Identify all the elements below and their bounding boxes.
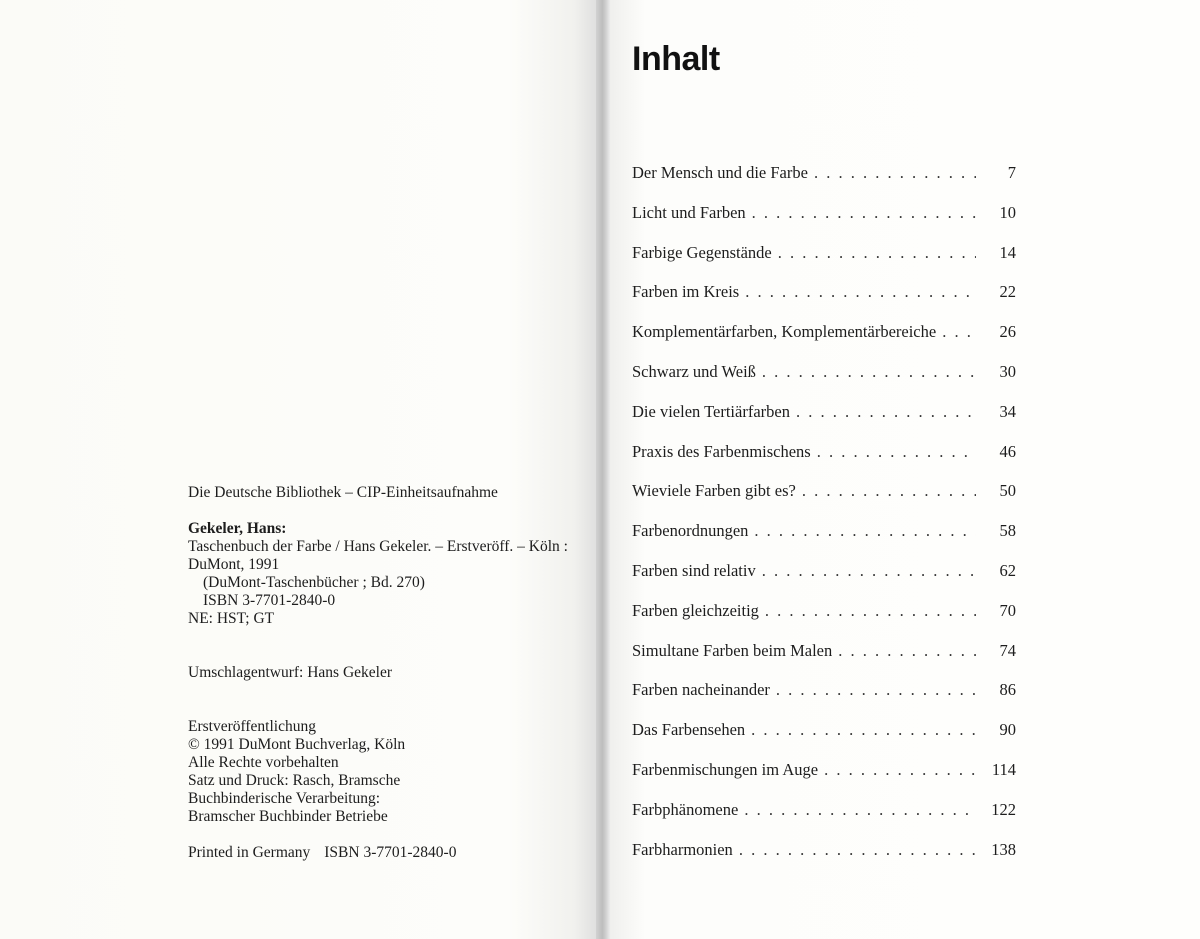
toc-entry-page: 62	[999, 560, 1016, 580]
toc-entry-page: 90	[999, 720, 1016, 740]
toc-entry-label: Wieviele Farben gibt es?	[632, 481, 796, 501]
toc-entry	[632, 840, 1016, 880]
toc-entry-label: Farben im Kreis	[632, 282, 740, 302]
dot-leader	[752, 203, 976, 223]
toc-entry-page: 26	[999, 322, 1016, 342]
toc-entry-label: Farben nacheinander	[632, 680, 770, 700]
toc-entry-label: Farben gleichzeitig	[632, 600, 759, 620]
toc-entry-label: Der Mensch und die Farbe	[632, 163, 808, 182]
toc-entry	[632, 720, 1016, 760]
rights-line: Satz und Druck: Rasch, Bramsche	[188, 772, 401, 789]
toc-entry	[632, 561, 1016, 601]
toc-entry-page: 46	[999, 441, 1016, 461]
author-line: Gekeler, Hans:	[188, 520, 287, 537]
dot-leader	[762, 362, 976, 382]
toc-entry-label: Praxis des Farbenmischens	[632, 441, 811, 461]
toc-entry-label: Farbige Gegenstände	[632, 242, 772, 262]
printed-in: Printed in Germany	[188, 844, 311, 861]
toc-entry-label: Das Farbensehen	[632, 720, 746, 740]
dot-leader	[802, 481, 976, 501]
dot-leader	[739, 840, 976, 860]
toc-entry	[632, 680, 1016, 720]
dot-leader	[838, 641, 976, 661]
table-of-contents	[632, 163, 1016, 879]
cover-design-credit: Umschlagentwurf: Hans Gekeler	[188, 664, 393, 681]
toc-entry-page: 30	[999, 361, 1016, 381]
toc-entry-page: 14	[999, 242, 1016, 262]
toc-entry-label: Farbharmonien	[632, 839, 733, 859]
rights-line: Bramscher Buchbinder Betriebe	[188, 808, 388, 825]
toc-entry-page: 122	[991, 799, 1016, 819]
toc-entry-label: Licht und Farben	[632, 202, 746, 222]
toc-entry-page: 74	[999, 640, 1016, 660]
dot-leader	[762, 561, 976, 581]
rights-line: Alle Rechte vorbehalten	[188, 754, 339, 771]
printed-isbn: ISBN 3-7701-2840-0	[324, 844, 457, 861]
toc-entry-page: 86	[999, 680, 1016, 700]
toc-entry-page: 70	[999, 600, 1016, 620]
dot-leader	[942, 322, 976, 342]
series-line: (DuMont-Taschenbücher ; Bd. 270)	[203, 574, 425, 591]
toc-entry	[632, 163, 1016, 203]
dot-leader	[751, 720, 976, 740]
bib-line: Taschenbuch der Farbe / Hans Gekeler. – Erstveröff. – Köln :	[188, 538, 568, 555]
toc-entry-label: Farbenordnungen	[632, 521, 749, 541]
toc-entry-label: Simultane Farben beim Malen	[632, 640, 833, 660]
dot-leader	[776, 680, 976, 700]
ne-line: NE: HST; GT	[188, 610, 275, 627]
toc-title: Inhalt	[632, 40, 720, 78]
rights-line: Buchbinderische Verarbeitung:	[188, 790, 381, 807]
bibliographic-record	[188, 520, 568, 628]
dot-leader	[814, 163, 976, 183]
rights-line: Erstveröffentlichung	[188, 718, 316, 735]
toc-entry-label: Farbphänomene	[632, 799, 739, 819]
toc-entry	[632, 521, 1016, 561]
toc-entry-page: 50	[999, 481, 1016, 501]
cip-heading: Die Deutsche Bibliothek – CIP-Einheitsaufnahme	[188, 484, 498, 501]
toc-entry-page: 7	[1007, 163, 1016, 182]
dot-leader	[778, 243, 976, 263]
toc-entry	[632, 481, 1016, 521]
toc-entry-page: 114	[991, 759, 1016, 779]
dot-leader	[765, 601, 976, 621]
toc-entry	[632, 282, 1016, 322]
toc-entry-page: 34	[999, 401, 1016, 421]
printed-line	[188, 844, 456, 862]
toc-entry	[632, 800, 1016, 840]
toc-entry-label: Farbenmischungen im Auge	[632, 759, 819, 779]
dot-leader	[745, 282, 976, 302]
rights-block	[188, 718, 405, 826]
toc-entry-page: 22	[999, 282, 1016, 302]
dot-leader	[824, 760, 976, 780]
toc-entry-page: 138	[991, 839, 1016, 859]
toc-entry-label: Farben sind relativ	[632, 560, 756, 580]
toc-entry-page: 10	[999, 202, 1016, 222]
toc-entry-label: Die vielen Tertiärfarben	[632, 401, 790, 421]
bib-line: DuMont, 1991	[188, 556, 280, 573]
toc-entry	[632, 402, 1016, 442]
toc-entry-page: 58	[999, 521, 1016, 541]
toc-entry	[632, 243, 1016, 283]
toc-entry	[632, 322, 1016, 362]
toc-entry	[632, 203, 1016, 243]
rights-line: © 1991 DuMont Buchverlag, Köln	[188, 736, 406, 753]
book-gutter	[596, 0, 610, 939]
toc-entry-label: Schwarz und Weiß	[632, 361, 756, 381]
dot-leader	[817, 442, 976, 462]
dot-leader	[744, 800, 976, 820]
dot-leader	[754, 521, 976, 541]
dot-leader	[796, 402, 976, 422]
toc-entry	[632, 442, 1016, 482]
toc-entry-label: Komplementärfarben, Komplementärbereiche	[632, 322, 937, 342]
toc-entry	[632, 760, 1016, 800]
toc-entry	[632, 362, 1016, 402]
isbn-line: ISBN 3-7701-2840-0	[203, 592, 336, 609]
toc-entry	[632, 641, 1016, 681]
toc-entry	[632, 601, 1016, 641]
